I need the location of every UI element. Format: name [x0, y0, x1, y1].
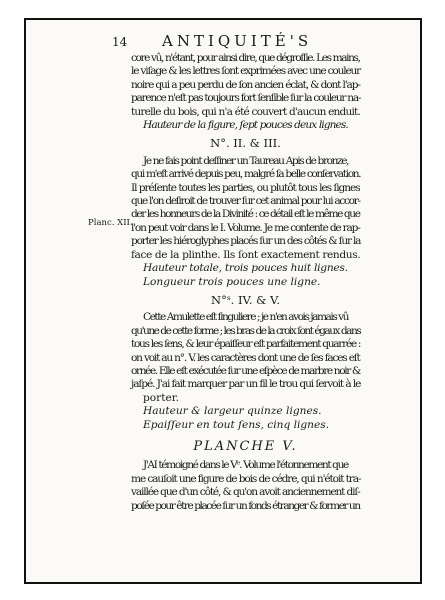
text-line: noire qui a peu perdu de ſon ancien éclat, & dont l'ap-	[131, 78, 360, 91]
measurement-line: Epaiſſeur en tout ſens, cinq lignes.	[143, 418, 330, 431]
text-line: face de la plinthe. Ils ſont exactement rendus.	[131, 248, 361, 261]
plate-title: PLANCHE V.	[193, 438, 298, 454]
measurement-line: Longueur trois pouces une ligne.	[143, 275, 321, 288]
text-line: Je ne fais point deſſiner un Taureau Apis de bronze,	[143, 154, 349, 167]
measurement-line: Hauteur totale, trois pouces huit lignes.	[143, 262, 348, 275]
running-title: ANTIQUITÉ'S	[162, 32, 313, 50]
text-line: qui m'eſt arrivé depuis peu, malgré ſa belle conſervation.	[131, 168, 361, 181]
text-line: turelle du bois, qui n'a été couvert d'aucun enduit.	[131, 105, 361, 118]
text-line: le viſage & les lettres ſont exprimées avec une couleur	[131, 65, 361, 78]
body-text	[131, 52, 360, 513]
text-line: jaſpé. J'ai fait marquer par un fil le trou qui ſervoit à le	[131, 378, 361, 391]
text-line: Il préſente toutes les parties, ou plutôt tous les ſignes	[131, 181, 360, 194]
text-line: tous les ſens, & leur épaiſſeur eſt parfaitement quarrée :	[131, 338, 361, 351]
text-line: Cette Amulette eſt ſinguliere ; je n'en avois jamais vû	[143, 311, 349, 324]
text-line: l'on peut voir dans le I. Volume. Je me contente de rap-	[131, 221, 360, 234]
text-line: poſée pour être placée ſur un fonds étranger & former un	[131, 499, 360, 512]
measurement-line: Hauteur & largeur quinze lignes.	[143, 405, 322, 418]
text-line: der les honneurs de la Divinité : ce détail eſt le même que	[131, 208, 360, 221]
text-line: parence n'eſt pas toujours fort ſenſible ſur la couleur na-	[131, 92, 361, 105]
section-heading: N°. II. & III.	[210, 136, 281, 151]
text-line: ornée. Elle eſt exécutée ſur une eſpèce de marbre noir &	[131, 364, 360, 377]
text-line: core vû, n'étant, pour ainsi dire, que dégroſſie. Les mains,	[131, 52, 360, 64]
text-line: on voit au n°. V. les caractères dont une de ſes faces eſt	[131, 351, 360, 364]
measurement-line: Hauteur de la figure, ſept pouces deux lignes.	[143, 119, 348, 132]
text-line: porter.	[143, 391, 180, 404]
section-heading: N°ˢ. IV. & V.	[211, 292, 280, 307]
text-line: J'AI témoigné dans le Vᵉ. Volume l'étonnement que	[143, 459, 348, 472]
text-line: qu'une de cette forme ; les bras de la croix ſont égaux dans	[131, 324, 361, 337]
margin-note: Planc. XII.	[88, 218, 133, 228]
text-line: que l'on deſiroit de trouver ſur cet animal pour lui accor-	[131, 195, 360, 208]
text-line: me cauſoit une figure de bois de cédre, qui n'étoit tra-	[131, 472, 361, 485]
page-number: 14	[112, 35, 128, 49]
text-line: porter les hiéroglyphes placés ſur un des côtés & ſur la	[131, 235, 361, 248]
text-line: vaillée que d'un côté, & qu'on avoit anciennement diſ-	[131, 486, 360, 499]
